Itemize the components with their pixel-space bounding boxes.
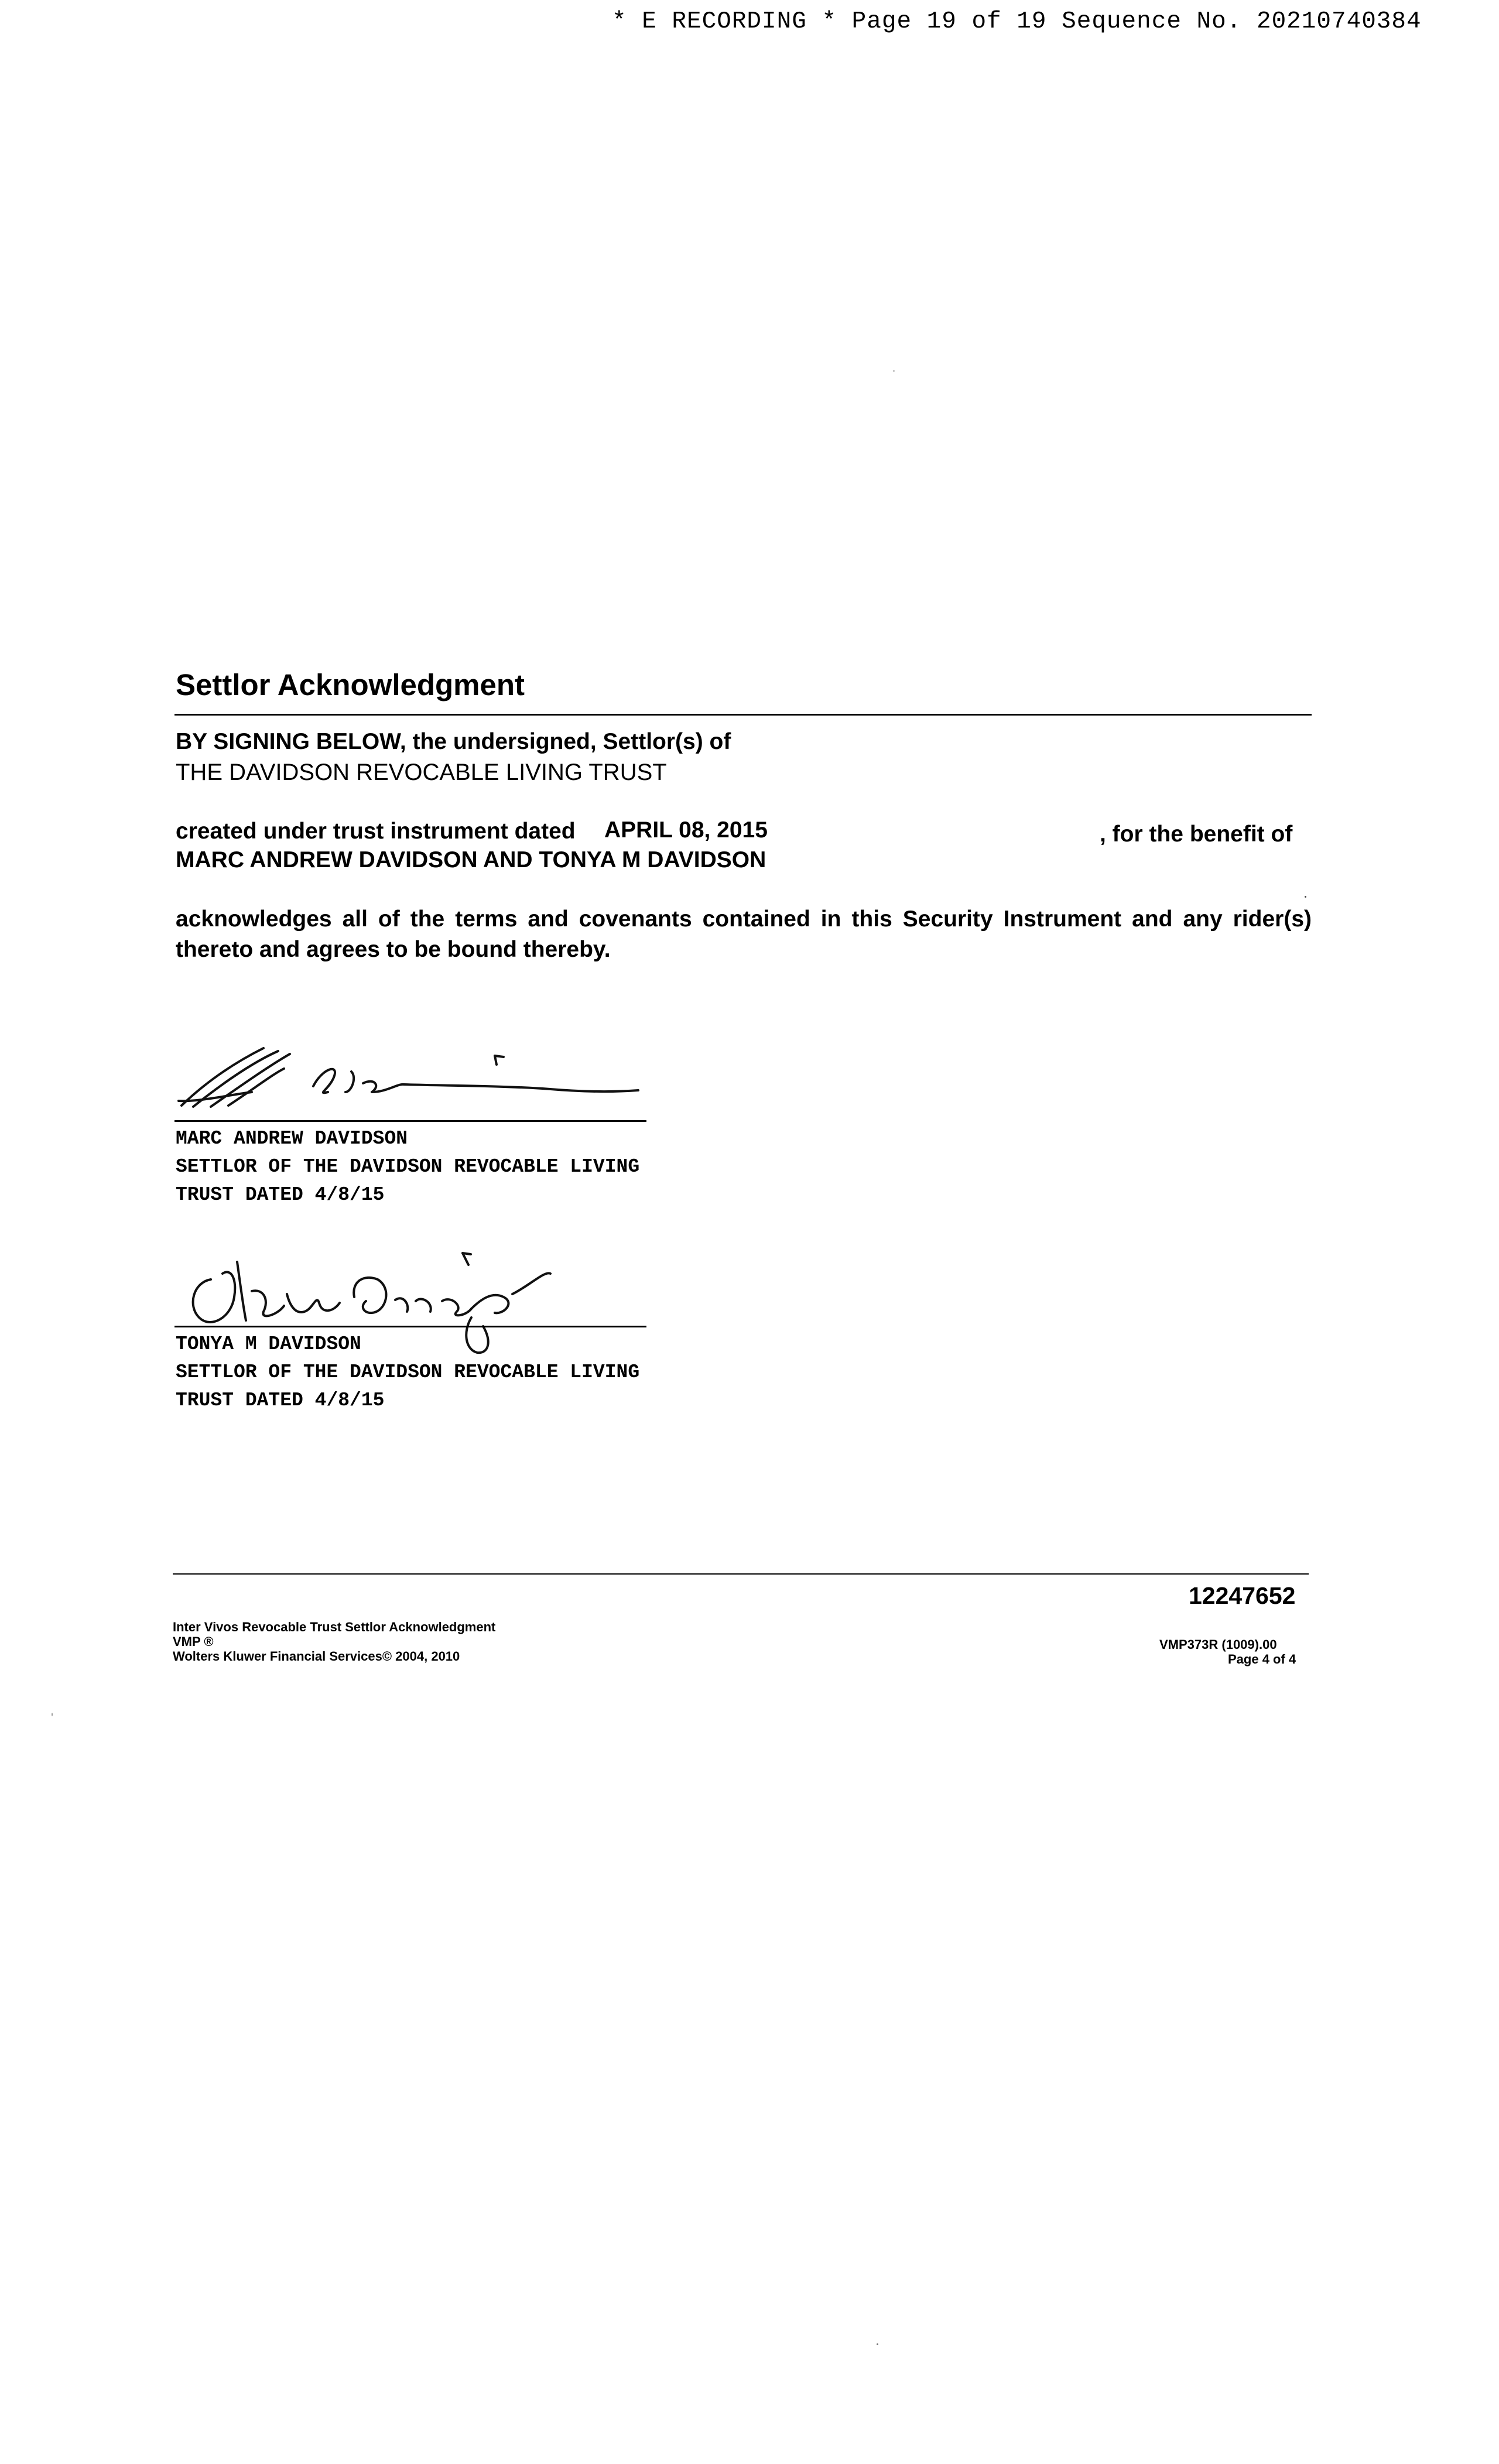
loan-number: 12247652 bbox=[1189, 1582, 1296, 1609]
signature-line-1 bbox=[174, 1120, 646, 1122]
publisher: Wolters Kluwer Financial Services© 2004, 2010 bbox=[173, 1649, 460, 1664]
trust-date: APRIL 08, 2015 bbox=[604, 817, 768, 843]
beneficiaries: MARC ANDREW DAVIDSON AND TONYA M DAVIDSON bbox=[176, 847, 766, 872]
benefit-label: , for the benefit of bbox=[1100, 822, 1293, 847]
recording-header: * E RECORDING * Page 19 of 19 Sequence No. 20210740384 bbox=[612, 8, 1422, 35]
signer-1-name: MARC ANDREW DAVIDSON bbox=[176, 1128, 408, 1149]
trust-name: THE DAVIDSON REVOCABLE LIVING TRUST bbox=[176, 759, 667, 785]
scan-speck bbox=[877, 2343, 878, 2345]
title-rule bbox=[174, 714, 1312, 716]
scan-speck bbox=[893, 370, 895, 372]
signer-2-dated: TRUST DATED 4/8/15 bbox=[176, 1390, 385, 1411]
acknowledgment-line-1: acknowledges all of the terms and covenants contained in this Security Instrument and any rider(s) bbox=[176, 906, 1312, 932]
form-title: Inter Vivos Revocable Trust Settlor Acknowledgment bbox=[173, 1620, 496, 1634]
acknowledgment-line-2: thereto and agrees to be bound thereby. bbox=[176, 937, 611, 962]
form-code: VMP373R (1009).00 bbox=[1159, 1637, 1277, 1652]
intro-line: BY SIGNING BELOW, the undersigned, Settlor(s) of bbox=[176, 729, 731, 754]
signer-2-name: TONYA M DAVIDSON bbox=[176, 1333, 361, 1355]
signer-1-dated: TRUST DATED 4/8/15 bbox=[176, 1184, 385, 1206]
created-label: created under trust instrument dated bbox=[176, 819, 576, 844]
signer-2-role: SETTLOR OF THE DAVIDSON REVOCABLE LIVING bbox=[176, 1361, 640, 1383]
page-title: Settlor Acknowledgment bbox=[176, 668, 525, 701]
page-number: Page 4 of 4 bbox=[1228, 1652, 1296, 1666]
footer-rule bbox=[173, 1573, 1309, 1575]
signer-1-role: SETTLOR OF THE DAVIDSON REVOCABLE LIVING bbox=[176, 1156, 640, 1178]
signature-line-2 bbox=[174, 1326, 646, 1327]
vmp-mark: VMP ® bbox=[173, 1634, 214, 1649]
signature-marc-davidson bbox=[176, 1036, 644, 1118]
scan-speck bbox=[52, 1713, 53, 1716]
speck-mark bbox=[1305, 896, 1306, 898]
